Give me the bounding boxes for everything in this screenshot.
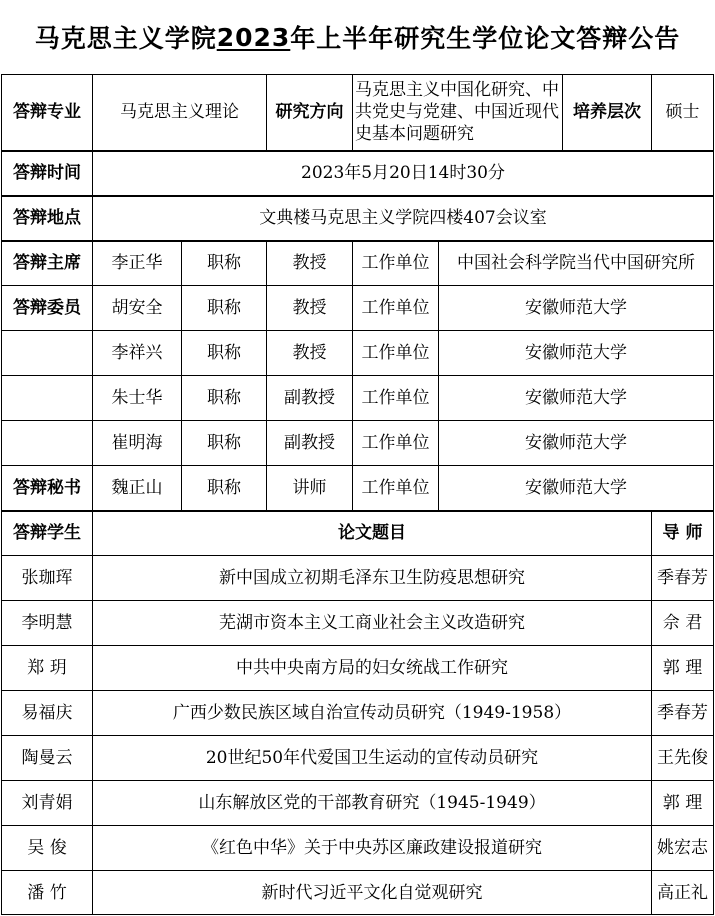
title-suffix: 年上半年研究生学位论文答辩公告 [290, 24, 681, 53]
member-unit: 安徽师范大学 [439, 421, 714, 466]
member-unit: 安徽师范大学 [439, 376, 714, 421]
advisor-header: 导 师 [652, 511, 714, 556]
members-role: 答辩委员 [2, 286, 93, 331]
chair-unit: 中国社会科学院当代中国研究所 [439, 241, 714, 286]
student-name: 李明慧 [2, 601, 93, 646]
thesis-topic: 山东解放区党的干部教育研究（1945-1949） [93, 781, 652, 826]
thesis-topic: 新中国成立初期毛泽东卫生防疫思想研究 [93, 556, 652, 601]
place-label: 答辩地点 [2, 196, 93, 241]
member-title-label: 职称 [182, 286, 267, 331]
member-unit: 安徽师范大学 [439, 331, 714, 376]
level-value: 硕士 [652, 75, 714, 151]
thesis-topic: 《红色中华》关于中央苏区廉政建设报道研究 [93, 826, 652, 871]
member-row [2, 421, 714, 466]
time-row [2, 151, 714, 196]
student-name: 张珈珲 [2, 556, 93, 601]
member-unit-label: 工作单位 [353, 376, 439, 421]
student-name: 陶曼云 [2, 736, 93, 781]
members-role-empty [2, 331, 93, 376]
chair-title-label: 职称 [182, 241, 267, 286]
member-title-label: 职称 [182, 376, 267, 421]
defense-table [1, 74, 714, 915]
chair-unit-label: 工作单位 [353, 241, 439, 286]
chair-row [2, 241, 714, 286]
student-name: 郑 玥 [2, 646, 93, 691]
thesis-header-row [2, 511, 714, 556]
thesis-topic: 新时代习近平文化自觉观研究 [93, 871, 652, 915]
members-role-empty [2, 376, 93, 421]
secretary-unit: 安徽师范大学 [439, 466, 714, 511]
member-unit: 安徽师范大学 [439, 286, 714, 331]
student-name: 刘青娟 [2, 781, 93, 826]
thesis-row [2, 736, 714, 781]
chair-title: 教授 [267, 241, 353, 286]
place-value: 文典楼马克思主义学院四楼407会议室 [93, 196, 714, 241]
member-title-label: 职称 [182, 421, 267, 466]
member-title: 副教授 [267, 421, 353, 466]
secretary-title: 讲师 [267, 466, 353, 511]
chair-name: 李正华 [93, 241, 182, 286]
members-role-empty [2, 421, 93, 466]
secretary-name: 魏正山 [93, 466, 182, 511]
level-label: 培养层次 [563, 75, 652, 151]
advisor-name: 佘 君 [652, 601, 714, 646]
advisor-name: 高正礼 [652, 871, 714, 915]
major-value: 马克思主义理论 [93, 75, 267, 151]
place-row [2, 196, 714, 241]
thesis-row [2, 556, 714, 601]
advisor-name: 季春芳 [652, 556, 714, 601]
secretary-title-label: 职称 [182, 466, 267, 511]
member-title: 教授 [267, 286, 353, 331]
secretary-row [2, 466, 714, 511]
topic-header: 论文题目 [93, 511, 652, 556]
thesis-row [2, 781, 714, 826]
thesis-row [2, 601, 714, 646]
member-unit-label: 工作单位 [353, 421, 439, 466]
thesis-topic: 广西少数民族区域自治宣传动员研究（1949-1958） [93, 691, 652, 736]
member-row [2, 376, 714, 421]
member-name: 李祥兴 [93, 331, 182, 376]
thesis-topic: 20世纪50年代爱国卫生运动的宣传动员研究 [93, 736, 652, 781]
direction-label: 研究方向 [267, 75, 353, 151]
member-row [2, 286, 714, 331]
chair-role: 答辩主席 [2, 241, 93, 286]
page-title [0, 0, 715, 74]
member-unit-label: 工作单位 [353, 331, 439, 376]
advisor-name: 季春芳 [652, 691, 714, 736]
student-name: 潘 竹 [2, 871, 93, 915]
title-prefix: 马克思主义学院 [34, 24, 217, 53]
direction-value: 马克思主义中国化研究、中共党史与党建、中国近现代史基本问题研究 [353, 75, 563, 151]
major-row [2, 75, 714, 151]
advisor-name: 郭 理 [652, 781, 714, 826]
advisor-name: 王先俊 [652, 736, 714, 781]
student-name: 吴 俊 [2, 826, 93, 871]
advisor-name: 姚宏志 [652, 826, 714, 871]
time-value: 2023年5月20日14时30分 [93, 151, 714, 196]
member-title: 教授 [267, 331, 353, 376]
member-unit-label: 工作单位 [353, 286, 439, 331]
member-title: 副教授 [267, 376, 353, 421]
member-name: 胡安全 [93, 286, 182, 331]
thesis-row [2, 646, 714, 691]
student-name: 易福庆 [2, 691, 93, 736]
title-year: 2023 [216, 22, 291, 52]
thesis-topic: 中共中央南方局的妇女统战工作研究 [93, 646, 652, 691]
secretary-role: 答辩秘书 [2, 466, 93, 511]
student-header: 答辩学生 [2, 511, 93, 556]
member-name: 朱士华 [93, 376, 182, 421]
member-title-label: 职称 [182, 331, 267, 376]
advisor-name: 郭 理 [652, 646, 714, 691]
major-label: 答辩专业 [2, 75, 93, 151]
member-row [2, 331, 714, 376]
thesis-row [2, 871, 714, 915]
secretary-unit-label: 工作单位 [353, 466, 439, 511]
thesis-row [2, 826, 714, 871]
thesis-row [2, 691, 714, 736]
member-name: 崔明海 [93, 421, 182, 466]
time-label: 答辩时间 [2, 151, 93, 196]
thesis-topic: 芜湖市资本主义工商业社会主义改造研究 [93, 601, 652, 646]
